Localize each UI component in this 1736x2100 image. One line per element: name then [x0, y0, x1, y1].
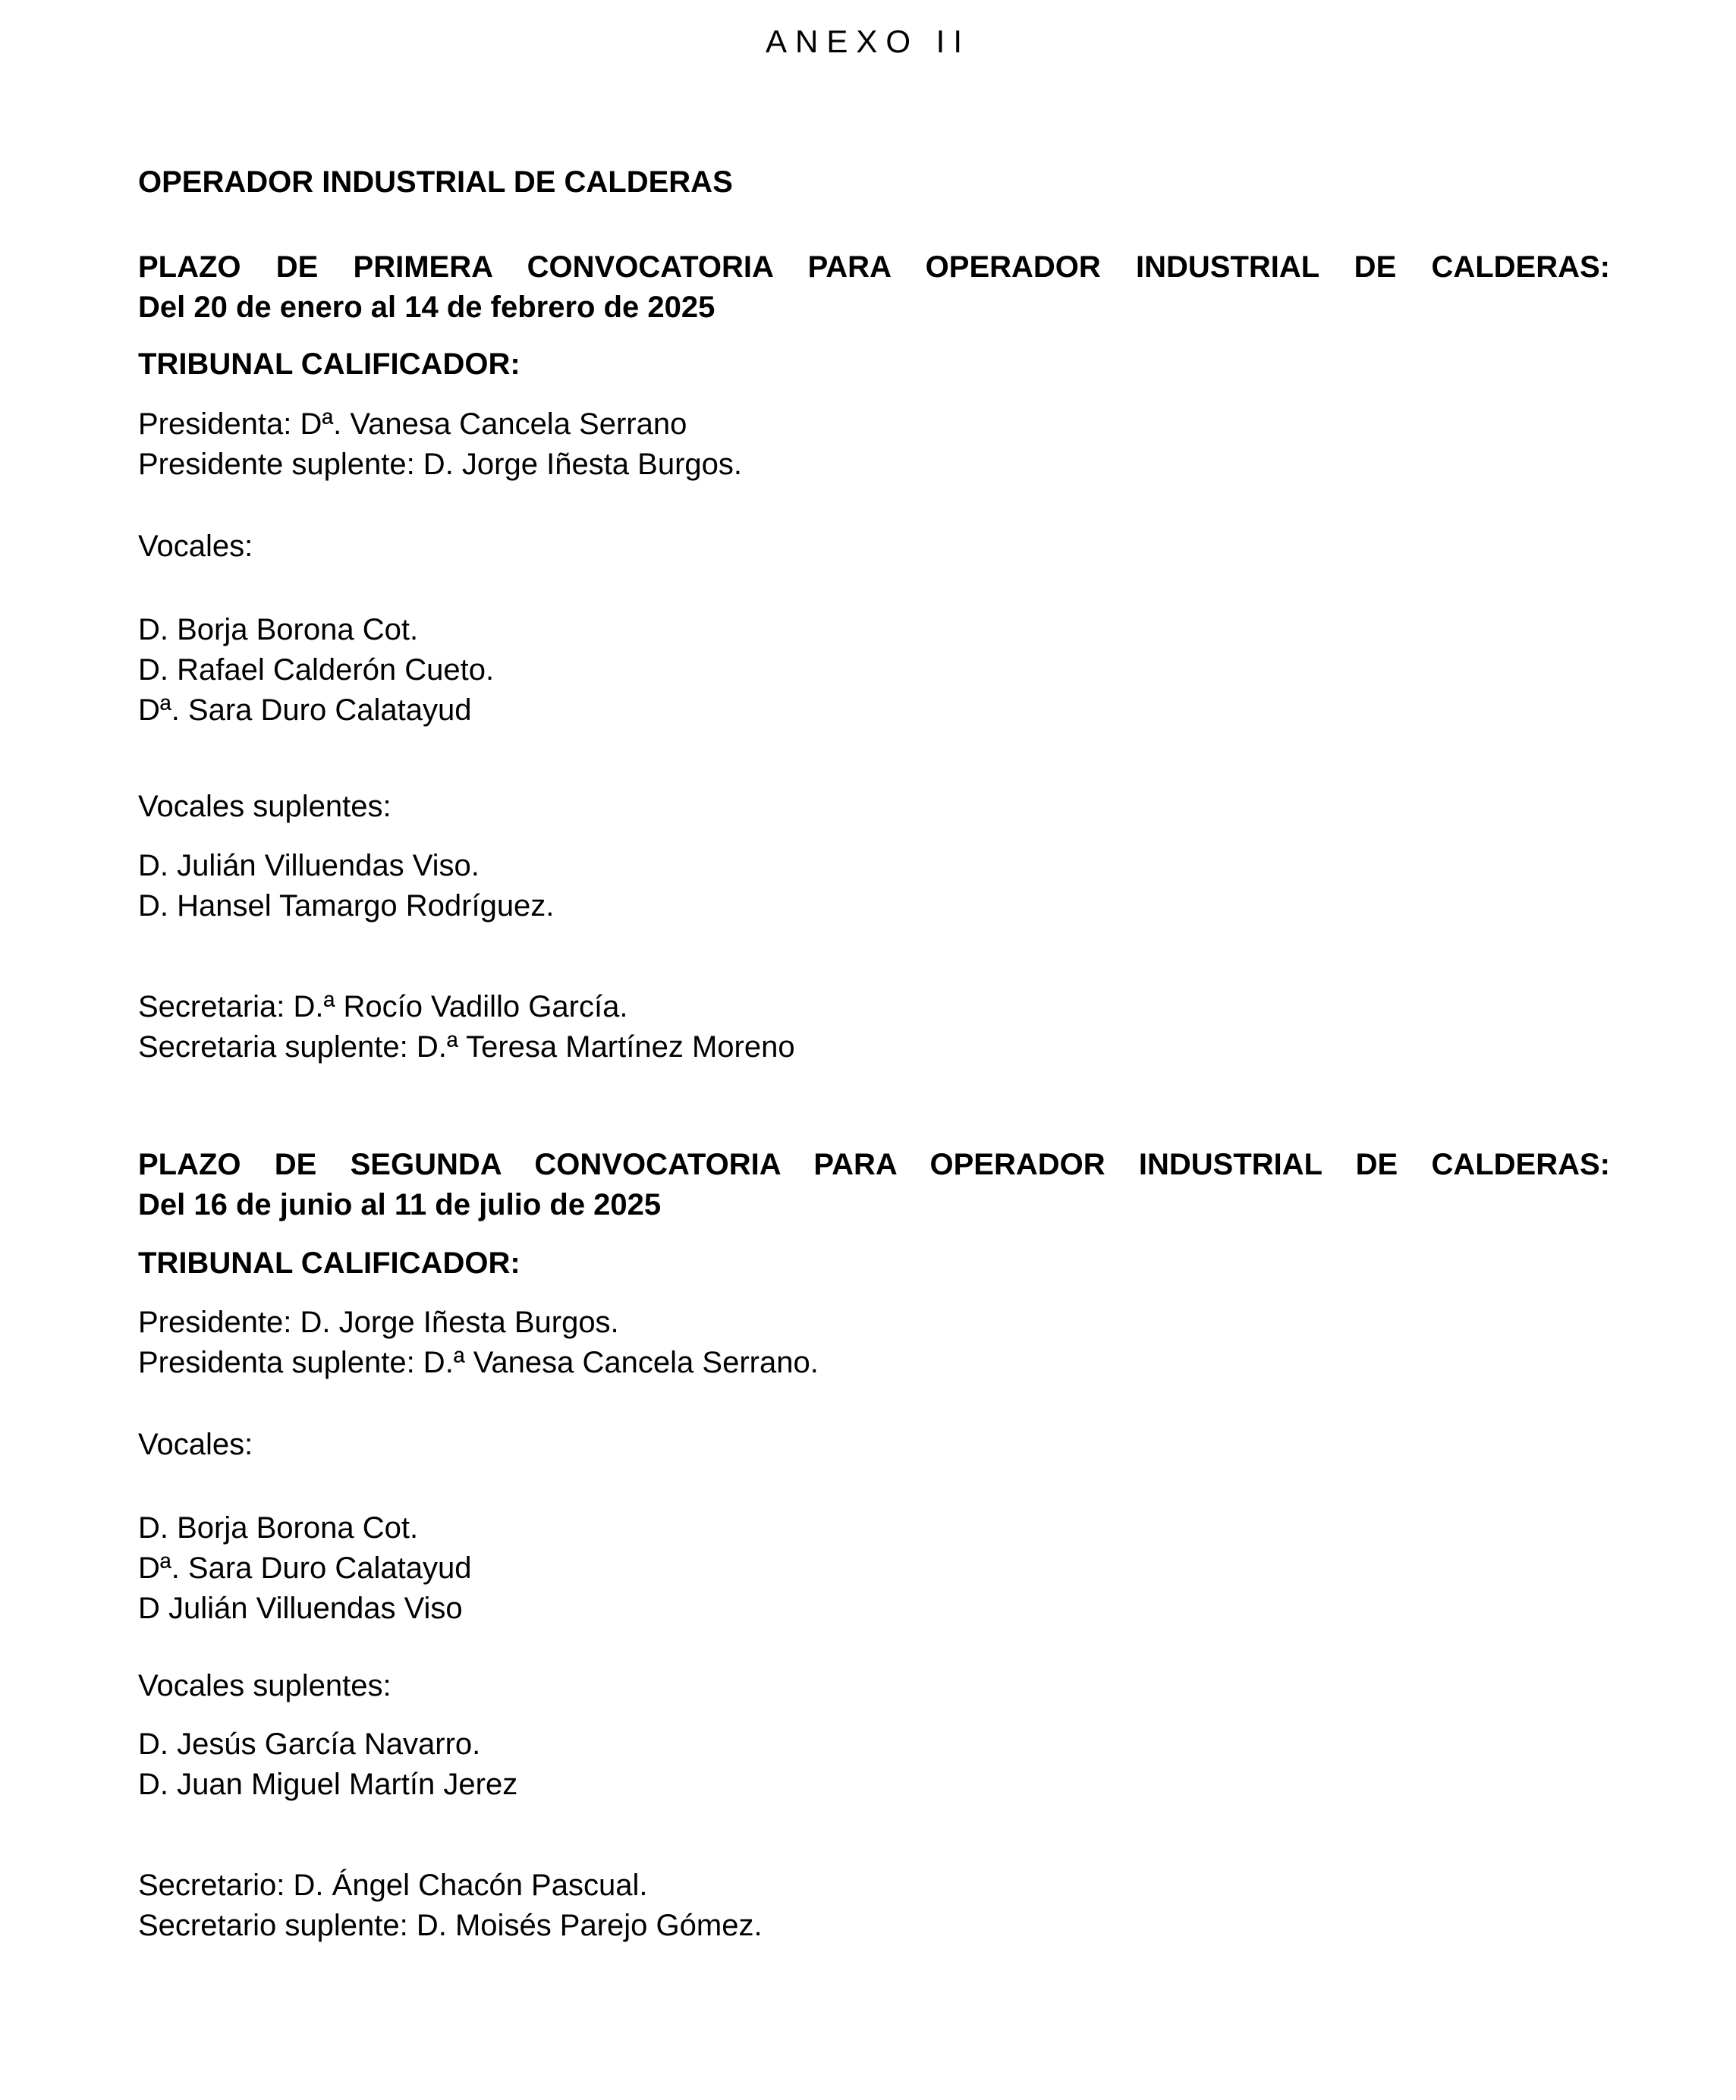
- second-call-president-substitute: Presidenta suplente: D.ª Vanesa Cancela Serrano.: [138, 1346, 819, 1379]
- first-call-president-substitute: Presidente suplente: D. Jorge Iñesta Burgos.: [138, 448, 743, 481]
- first-call-vocales-suplentes-label: Vocales suplentes:: [138, 790, 392, 823]
- first-call-tribunal-label: TRIBUNAL CALIFICADOR:: [138, 347, 520, 381]
- second-call-vocal: D Julián Villuendas Viso: [138, 1592, 463, 1625]
- second-call-tribunal-label: TRIBUNAL CALIFICADOR:: [138, 1246, 520, 1280]
- first-call-vocal: D. Borja Borona Cot.: [138, 613, 419, 646]
- second-call-secretary-substitute: Secretario suplente: D. Moisés Parejo Gómez.: [138, 1909, 763, 1942]
- second-call-vocal: D. Borja Borona Cot.: [138, 1511, 419, 1545]
- second-call-vocales-suplentes-label: Vocales suplentes:: [138, 1669, 392, 1702]
- first-call-vocal: Dª. Sara Duro Calatayud: [138, 693, 472, 727]
- first-call-secretary-substitute: Secretaria suplente: D.ª Teresa Martínez Moreno: [138, 1030, 795, 1064]
- second-call-vocales-label: Vocales:: [138, 1428, 253, 1461]
- second-call-president: Presidente: D. Jorge Iñesta Burgos.: [138, 1306, 619, 1339]
- first-call-vocal: D. Rafael Calderón Cueto.: [138, 653, 495, 687]
- first-call-vocales-label: Vocales:: [138, 530, 253, 563]
- first-call-dates: Del 20 de enero al 14 de febrero de 2025: [138, 291, 715, 324]
- first-call-president: Presidenta: Dª. Vanesa Cancela Serrano: [138, 407, 687, 441]
- second-call-vocal: Dª. Sara Duro Calatayud: [138, 1551, 472, 1585]
- main-title: OPERADOR INDUSTRIAL DE CALDERAS: [138, 165, 733, 199]
- second-call-vocal-suplente: D. Jesús García Navarro.: [138, 1727, 481, 1761]
- second-call-heading: PLAZO DE SEGUNDA CONVOCATORIA PARA OPERADOR INDUSTRIAL DE CALDERAS:: [138, 1148, 1610, 1181]
- first-call-vocal-suplente: D. Hansel Tamargo Rodríguez.: [138, 889, 555, 923]
- second-call-vocal-suplente: D. Juan Miguel Martín Jerez: [138, 1768, 518, 1801]
- annex-title: ANEXO II: [765, 24, 971, 59]
- first-call-secretary: Secretaria: D.ª Rocío Vadillo García.: [138, 990, 628, 1023]
- second-call-secretary: Secretario: D. Ángel Chacón Pascual.: [138, 1869, 648, 1902]
- first-call-heading: PLAZO DE PRIMERA CONVOCATORIA PARA OPERADOR INDUSTRIAL DE CALDERAS:: [138, 250, 1610, 284]
- second-call-dates: Del 16 de junio al 11 de julio de 2025: [138, 1188, 662, 1221]
- first-call-vocal-suplente: D. Julián Villuendas Viso.: [138, 849, 480, 882]
